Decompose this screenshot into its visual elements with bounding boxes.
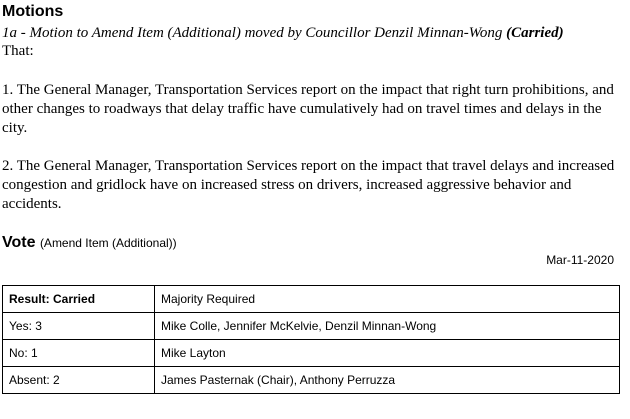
motion-title-line	[2, 24, 628, 42]
motion-title: 1a - Motion to Amend Item (Additional) moved by Councillor Denzil Minnan-Wong	[2, 25, 503, 41]
vote-date: Mar-11-2020	[546, 253, 614, 267]
section-heading: Motions	[2, 3, 64, 20]
vote-label: Vote	[2, 234, 36, 251]
no-label: No: 1	[3, 340, 155, 367]
motion-paragraph: 2. The General Manager, Transportation Services report on the impact that travel delays and increased congestion and gridlock have on increased stress on drivers, increased aggressive behavior and accidents.	[2, 158, 615, 212]
absent-names: James Pasternak (Chair), Anthony Perruzza	[155, 367, 620, 394]
vote-subtitle: (Amend Item (Additional))	[39, 236, 177, 250]
result-value: Majority Required	[155, 286, 620, 313]
no-names: Mike Layton	[155, 340, 620, 367]
motion-status: (Carried)	[506, 25, 564, 41]
result-label: Result: Carried	[3, 286, 155, 313]
yes-label: Yes: 3	[3, 313, 155, 340]
vote-results-table	[2, 285, 620, 394]
table-row	[3, 286, 620, 313]
table-row	[3, 340, 620, 367]
motion-intro: That:	[2, 43, 34, 59]
table-row	[3, 313, 620, 340]
table-row	[3, 367, 620, 394]
yes-names: Mike Colle, Jennifer McKelvie, Denzil Minnan-Wong	[155, 313, 620, 340]
absent-label: Absent: 2	[3, 367, 155, 394]
vote-heading	[2, 233, 177, 253]
motion-paragraph: 1. The General Manager, Transportation Services report on the impact that right turn prohibitions, and other changes to roadways that delay traffic have cumulatively had on travel times and delays in the city.	[2, 82, 614, 136]
